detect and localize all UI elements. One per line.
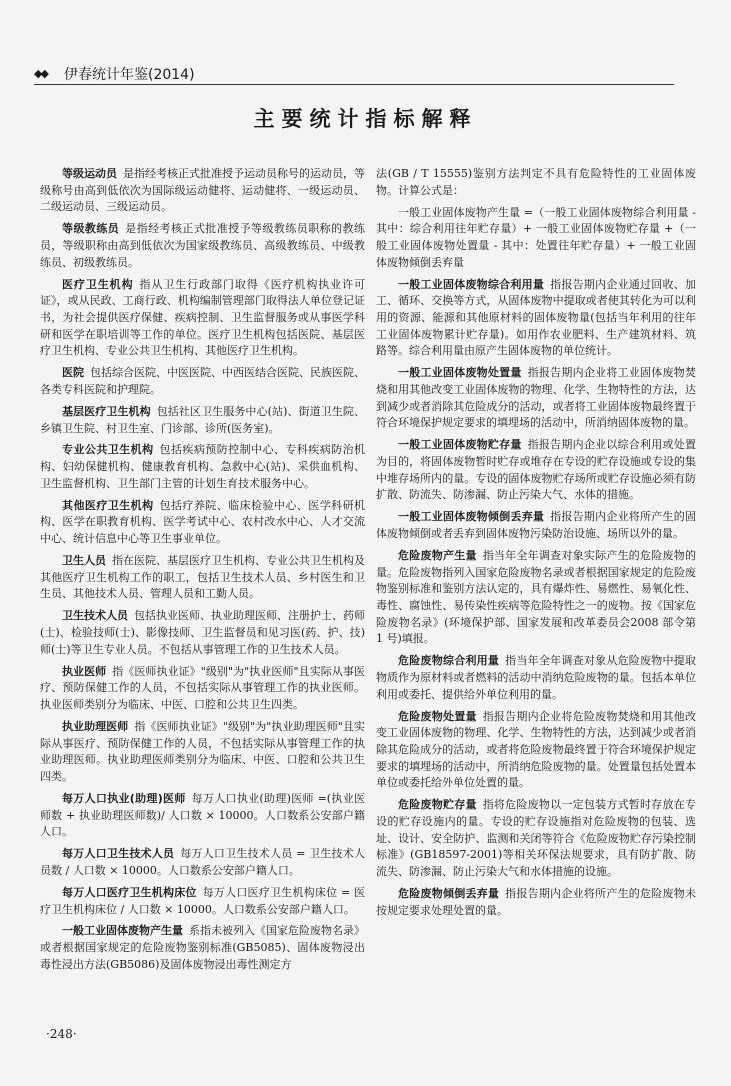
definition-text: 指《医师执业证》"级别"为"执业助理医师"且实际从事医疗、预防保健工作的人员，不包括实际从事管理工作的执业助理医师。执业助理医师类别分为临床、中医、口腔和公共卫生四类。 (40, 719, 365, 784)
definition-paragraph (40, 923, 365, 973)
diamond-icon: ◆◆ (34, 67, 47, 80)
definition-text: 包括综合医院、中医医院、中西医结合医院、民族医院、各类专科医院和护理院。 (40, 366, 365, 396)
header-title: 伊春统计年鉴(2014) (64, 67, 195, 83)
definition-paragraph (40, 166, 365, 216)
term-heading: 一般工业固体废物产生量 (62, 924, 183, 938)
definition-text: 是指经考核正式批准授予等级教练员职称的教练员，等级职称由高到低依次为国家级教练员、高级教练员、中级教练员、初级教练员。 (40, 222, 366, 269)
definition-text: 每万人口执业(助理)医师 =(执业医师数 + 执业助理医师数)/ 人口数 × 10000。人口数系公安部户籍人口。 (40, 791, 365, 839)
definition-paragraph (40, 553, 365, 603)
term-heading: 一般工业固体废物综合利用量 (398, 277, 545, 291)
definition-paragraph (40, 608, 365, 658)
left-column (40, 166, 365, 979)
definition-paragraph (40, 885, 365, 918)
definition-paragraph (376, 365, 696, 432)
term-heading: 危险废物产生量 (398, 548, 477, 562)
paragraph-continuation: 法(GB / T 15555)鉴别方法判定不具有危险特性的工业固体废物。计算公式是： (376, 167, 696, 197)
page-title: 主要统计指标解释 (253, 107, 478, 131)
definition-text: 指将危险废物以一定包装方式暂时存放在专设的贮存设施内的量。专设的贮存设施指对危险废物的包装、选址、设计、安全防护、监测和关闭等符合《危险废物贮存污染控制标准》(GB18597-2001)等相关环保法规要求，具有防扩散、防流失、防渗漏、防止污染大气和水体措施的设施。 (376, 798, 697, 879)
running-header (34, 64, 674, 86)
definition-paragraph (376, 886, 696, 919)
term-heading: 一般工业固体废物处置量 (398, 366, 522, 380)
definition-paragraph (376, 509, 696, 542)
definition-text: 包括疗养院、临床检验中心、医学科研机构、医学在职教育机构、医学考试中心、农村改水中心、人才交流中心、统计信息中心等卫生事业单位。 (40, 498, 366, 546)
term-heading: 医疗卫生机构 (62, 277, 134, 291)
definition-paragraph (376, 548, 696, 648)
definition-text: 指报告期内企业以综合利用或处置为目的，将固体废物暂时贮存或堆存在专设的贮存设施或专设的集中堆存场所内的量。专设的固体废物贮存场所或贮存设施必须有防扩散、防流失、防渗漏、防止污染大气、水体的措施。 (376, 438, 696, 502)
definition-text: 每万人口卫生技术人员 = 卫生技术人员数 / 人口数 × 10000。人口数系公安部户籍人口。 (40, 847, 366, 877)
header-rule (34, 84, 674, 85)
term-heading: 执业医师 (62, 664, 107, 678)
definition-text: 指《医师执业证》"级别"为"执业医师"且实际从事医疗、预防保健工作的人员，不包括实际从事管理工作的执业医师。执业医师类别分为临床、中医、口腔和公共卫生四类。 (40, 664, 365, 712)
term-heading: 每万人口执业(助理)医师 (62, 791, 186, 805)
definition-paragraph (40, 664, 365, 714)
definition-text: 包括社区卫生服务中心(站)、街道卫生院、乡镇卫生院、村卫生室、门诊部、诊所(医务室)。 (40, 404, 365, 435)
definition-text: 系指未被列入《国家危险废物名录》或者根据国家规定的危险废物鉴别标准(GB5085)、固体废物浸出毒性浸出方法(GB5086)及固体废物浸出毒性测定方 (40, 924, 365, 971)
page-number: ·248· (46, 1027, 77, 1041)
term-heading: 医院 (62, 366, 84, 380)
term-heading: 卫生技术人员 (62, 609, 128, 623)
definition-paragraph (376, 437, 696, 504)
term-heading: 危险废物处置量 (398, 709, 477, 723)
term-heading: 基层医疗卫生机构 (62, 404, 151, 418)
definition-text: 指报告期内企业通过回收、加工、循环、交换等方式，从固体废物中提取或者使其转化为可以利用的资源、能源和其他原材料的固体废物量(包括当年利用的往年工业固体废物累计贮存量)。如用作农业肥料、生产建筑材料、筑路等。综合利用量由原产生固体废物的单位统计。 (376, 277, 697, 358)
definition-paragraph (40, 846, 365, 879)
term-heading: 一般工业固体废物倾倒丢弃量 (398, 510, 545, 524)
term-heading: 卫生人员 (62, 554, 106, 568)
definition-paragraph (40, 277, 365, 361)
definition-paragraph (376, 277, 696, 361)
definition-paragraph (376, 653, 696, 703)
term-heading: 危险废物贮存量 (398, 798, 477, 812)
formula-paragraph: 一般工业固体废物产生量 =（一般工业固体废物综合利用量 - 其中：综合利用往年贮存量）+ 一般工业固体废物贮存量 +（一般工业固体废物处置量 - 其中：处置往年贮存量）+ 一般工业固体废物倾倒丢弃量 (376, 205, 696, 269)
definition-text: 指报告期内企业将所产生的危险废物未按规定要求处理处置的量。 (376, 887, 697, 917)
term-heading: 等级教练员 (62, 222, 120, 236)
definition-text: 指在医院、基层医疗卫生机构、专业公共卫生机构及其他医疗卫生机构工作的职工，包括卫生技术人员、乡村医生和卫生员、其他技术人员、管理人员和工勤人员。 (40, 554, 365, 601)
definition-text: 是指经考核正式批准授予运动员称号的运动员，等级称号由高到低依次为国际级运动健将、运动健将、一级运动员、二级运动员、三级运动员。 (40, 167, 365, 214)
term-heading: 危险废物综合利用量 (398, 654, 500, 668)
definition-text: 包括疾病预防控制中心、专科疾病防治机构、妇幼保健机构、健康教育机构、急救中心(站)、采供血机构、卫生监督机构、卫生部门主管的计划生育技术服务中心。 (40, 443, 366, 490)
definition-text: 指报告期内企业将危险废物焚烧和用其他改变工业固体废物的物理、化学、生物特性的方法，达到减少或者消除其危险成分的活动，或者将危险废物最终置于符合环境保护规定要求的填埋场的活动中，所消纳危险废物的量。处置量包括处置本单位或委托给外单位处置的量。 (376, 709, 697, 790)
definition-text: 指当年全年调查对象实际产生的危险废物的量。危险废物指列入国家危险废物名录或者根据国家规定的危险废物鉴别标准和鉴别方法认定的，具有爆炸性、易燃性、易氧化性、毒性、腐蚀性、易传染性疾病等危险特性之一的废物。按《国家危险废物名录》(环境保护部、国家发展和改革委员会2008 部令第 1 号)填报。 (376, 548, 697, 646)
definition-text: 指当年全年调查对象从危险废物中提取物质作为原材料或者燃料的活动中消纳危险废物的量。包括本单位利用或委托、提供给外单位利用的量。 (376, 654, 697, 701)
definition-text: 指报告期内企业将工业固体废物焚烧和用其他改变工业固体废物的物理、化学、生物特性的方法，达到减少或者消除其危险成分的活动，或者将工业固体废物最终置于符合环境保护规定要求的填埋场的活动中，所消纳固体废物的量。 (376, 366, 696, 430)
definition-text: 指从卫生行政部门取得《医疗机构执业许可证》，或从民政、工商行政、机构编制管理部门取得法人单位登记证书，为社会提供医疗保健、疾病控制、卫生监督服务或从事医学科研和医学在职培训等工作的单位。医疗卫生机构包括医院、基层医疗卫生机构、专业公共卫生机构、其他医疗卫生机构。 (40, 277, 365, 358)
definition-paragraph (40, 498, 365, 548)
term-heading: 危险废物倾倒丢弃量 (398, 887, 500, 900)
term-heading: 每万人口卫生技术人员 (62, 847, 175, 861)
definition-paragraph (40, 365, 365, 398)
definition-paragraph (40, 221, 365, 271)
definition-text: 每万人口医疗卫生机构床位 = 医疗卫生机构床位 / 人口数 × 10000。人口数系公安部户籍人口。 (40, 885, 365, 916)
term-heading: 执业助理医师 (62, 719, 129, 733)
term-heading: 每万人口医疗卫生机构床位 (62, 885, 197, 899)
definition-paragraph (40, 404, 365, 437)
definition-paragraph (40, 442, 365, 492)
term-heading: 其他医疗卫生机构 (62, 498, 154, 512)
definition-paragraph (40, 719, 365, 786)
definition-text: 包括执业医师、执业助理医师、注册护士、药师(士)、检验技师(士)、影像技师、卫生监督员和见习医(药、护、技)师(士)等卫生专业人员。不包括从事管理工作的卫生技术人员。 (40, 609, 365, 656)
term-heading: 等级运动员 (62, 167, 117, 180)
right-column (376, 166, 696, 925)
definition-text: 指报告期内企业将所产生的固体废物倾倒或者丢弃到固体废物污染防治设施、场所以外的量。 (376, 510, 697, 540)
term-heading: 一般工业固体废物贮存量 (398, 438, 522, 452)
definition-paragraph (40, 791, 365, 841)
definition-paragraph (376, 797, 696, 881)
term-heading: 专业公共卫生机构 (62, 443, 154, 457)
definition-paragraph (376, 709, 696, 793)
